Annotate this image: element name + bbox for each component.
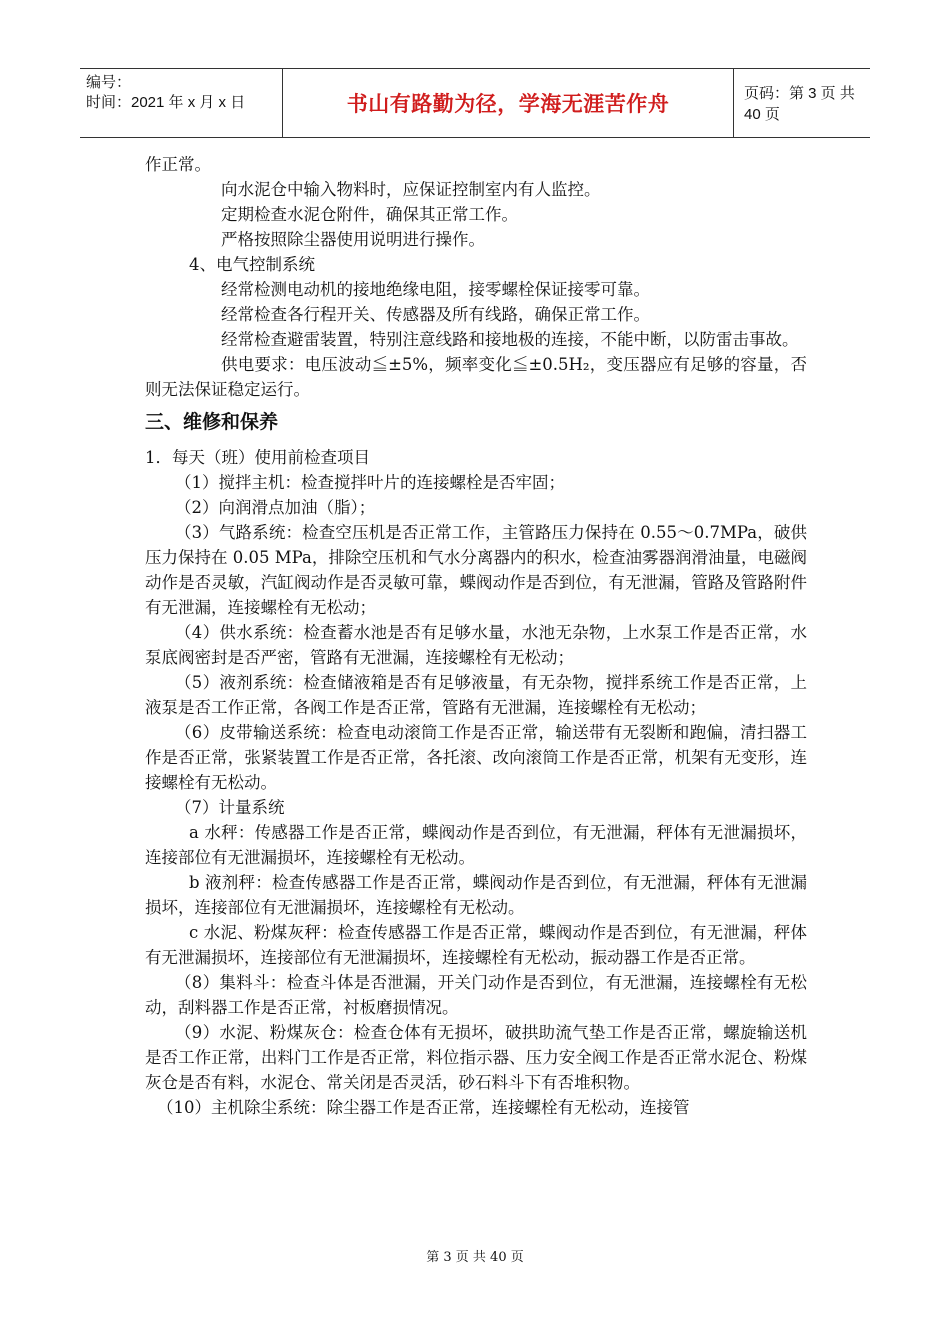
- header-meta: [80, 69, 282, 137]
- header-page-number: 页码：第 3 页 共 40 页: [744, 85, 855, 123]
- page-header: [80, 68, 870, 138]
- list-heading: 1．每天（班）使用前检查项目: [145, 448, 370, 467]
- list-item: （4）供水系统：检查蓄水池是否有足够水量，水池无杂物，上水泵工作是否正常，水泵底阀密封是否严密，管路有无泄漏，连接螺栓有无松动；: [145, 623, 807, 667]
- document-number-label: 编号：: [86, 74, 132, 91]
- paragraph: 经常检查各行程开关、传感器及所有线路，确保正常工作。: [221, 305, 650, 324]
- list-item: （8）集料斗：检查斗体是否泄漏，开关门动作是否到位，有无泄漏，连接螺栓有无松动，刮料器工作是否正常，衬板磨损情况。: [145, 973, 807, 1017]
- list-item: （3）气路系统：检查空压机是否正常工作，主管路压力保持在 0.55～0.7MPa，破供压力保持在 0.05 MPa，排除空压机和气水分离器内的积水，检查油雾器润滑油量，电磁阀动作是否灵敏，汽缸阀动作是否灵敏可靠，蝶阀动作是否到位，有无泄漏，管路及管路附件有无泄漏，连接螺栓有无松动；: [145, 523, 807, 617]
- paragraph: 经常检查避雷装置，特别注意线路和接地极的连接，不能中断，以防雷击事故。: [221, 330, 799, 349]
- list-item: （10）主机除尘系统：除尘器工作是否正常，连接螺栓有无松动，连接管: [157, 1098, 690, 1117]
- list-item: （2）向润滑点加油（脂）；: [175, 498, 376, 517]
- document-body: [145, 152, 807, 1120]
- subsection-heading: 4、电气控制系统: [189, 255, 315, 274]
- paragraph: 定期检查水泥仓附件，确保其正常工作。: [221, 205, 518, 224]
- list-item: （9）水泥、粉煤灰仓：检查仓体有无损坏，破拱助流气垫工作是否正常，螺旋输送机是否工作正常，出料门工作是否正常，料位指示器、压力安全阀工作是否正常水泥仓、粉煤灰仓是否有料，水泥仓、常关闭是否灵活，砂石料斗下有否堆积物。: [145, 1023, 807, 1092]
- list-item: （5）液剂系统：检查储液箱是否有足够液量，有无杂物，搅拌系统工作是否正常，上液泵是否工作正常，各阀工作是否正常，管路有无泄漏，连接螺栓有无松动；: [145, 673, 807, 717]
- paragraph: 作正常。: [145, 155, 211, 174]
- paragraph: 严格按照除尘器使用说明进行操作。: [221, 230, 485, 249]
- paragraph: 向水泥仓中输入物料时，应保证控制室内有人监控。: [221, 180, 601, 199]
- list-subitem: a 水秤：传感器工作是否正常，蝶阀动作是否到位，有无泄漏，秤体有无泄漏损坏，连接部位有无泄漏损坏，连接螺栓有无松动。: [145, 823, 807, 867]
- list-subitem: c 水泥、粉煤灰秤：检查传感器工作是否正常，蝶阀动作是否到位，有无泄漏，秤体有无泄漏损坏，连接部位有无泄漏损坏，连接螺栓有无松动，振动器工作是否正常。: [145, 923, 807, 967]
- paragraph: 供电要求：电压波动≦±5%，频率变化≦±0.5H₂，变压器应有足够的容量，否则无法保证稳定运行。: [145, 355, 807, 399]
- list-item: （7）计量系统: [175, 798, 285, 817]
- document-time-label: 时间：2021 年 x 月 x 日: [86, 94, 246, 111]
- section-heading: 三、维修和保养: [145, 411, 279, 433]
- list-item: （6）皮带输送系统：检查电动滚筒工作是否正常，输送带有无裂断和跑偏，清扫器工作是否正常，张紧装置工作是否正常，各托滚、改向滚筒工作是否正常，机架有无变形，连接螺栓有无松动。: [145, 723, 807, 792]
- list-subitem: b 液剂秤：检查传感器工作是否正常，蝶阀动作是否到位，有无泄漏，秤体有无泄漏损坏，连接部位有无泄漏损坏，连接螺栓有无松动。: [145, 873, 807, 917]
- list-item: （1）搅拌主机：检查搅拌叶片的连接螺栓是否牢固；: [175, 473, 565, 492]
- paragraph: 经常检测电动机的接地绝缘电阻，接零螺栓保证接零可靠。: [221, 280, 650, 299]
- page-footer: 第 3 页 共 40 页: [426, 1250, 524, 1265]
- header-motto: 书山有路勤为径，学海无涯苦作舟: [282, 69, 734, 137]
